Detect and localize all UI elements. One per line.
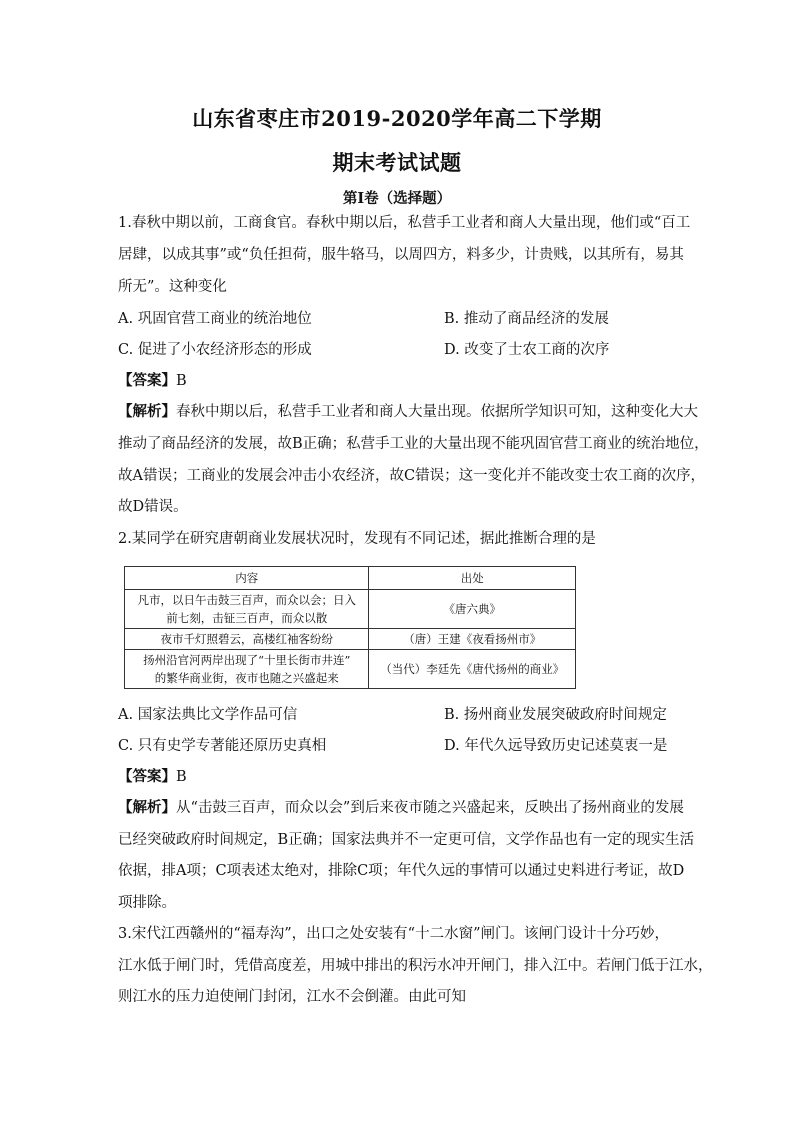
q2-analysis-label: 【解析】	[118, 799, 176, 816]
q2-option-d: D. 年代久远导致历史记述莫衷一是	[444, 738, 668, 754]
q2-analysis-line-1	[118, 798, 684, 818]
table-cell-source: （当代）李廷先《唐代扬州的商业》	[369, 650, 576, 689]
q1-answer-value: B	[176, 373, 187, 389]
q2-option-b: B. 扬州商业发展突破政府时间规定	[444, 707, 667, 723]
q2-answer-label: 【答案】	[118, 768, 176, 785]
table-cell-content	[125, 650, 369, 689]
q1-stem-line-2: 居肆，以成其事”或“负任担荷，服牛辂马，以周四方，料多少，计贵贱，以其所有，易其	[118, 247, 684, 263]
q1-answer	[118, 371, 678, 391]
cell-line: 扬州沿官河两岸出现了“十里长街市井连”	[143, 653, 351, 667]
cell-line: 的繁华商业街，夜市也随之兴盛起来	[154, 671, 339, 685]
q2-option-a: A. 国家法典比文学作品可信	[118, 707, 298, 723]
cell-line: 凡市，以日午击鼓三百声，而众以会；日入	[137, 593, 356, 607]
exam-title: 山东省枣庄市2019-2020学年高二下学期	[192, 106, 602, 131]
exam-subtitle: 期末考试试题	[332, 150, 462, 175]
q1-stem-line-3: 所无”。这种变化	[118, 279, 227, 295]
q1-option-b: B. 推动了商品经济的发展	[444, 311, 609, 327]
section-heading: 第Ⅰ卷（选择题）	[342, 190, 452, 207]
table-row	[125, 629, 576, 650]
q3-stem-line-3: 则江水的压力迫使闸门封闭，江水不会倒灌。由此可知	[118, 989, 466, 1005]
q3-stem-line-1: 3.宋代江西赣州的“福寿沟”，出口之处安装有“十二水窗”闸门。该闸门设计十分巧妙，	[118, 926, 669, 942]
table-header-source: 出处	[369, 567, 576, 590]
q1-analysis-line-2: 推动了商品经济的发展，故B正确；私营手工业的大量出现不能巩固官营工商业的统治地位，	[118, 436, 709, 452]
q2-analysis-line-3: 依据，排A项；C项表述太绝对，排除C项；年代久远的事情可以通过史料进行考证，故D	[118, 863, 685, 879]
table-cell-content	[125, 590, 369, 629]
q2-analysis-line-2: 已经突破政府时间规定，B正确；国家法典并不一定更可信，文学作品也有一定的现实生活	[118, 832, 695, 848]
q1-analysis-text-1: 春秋中期以后，私营手工业者和商人大量出现。依据所学知识可知，这种变化大大	[176, 404, 698, 420]
table-header-row	[125, 567, 576, 590]
q2-analysis-text-1: 从“击鼓三百声，而众以会”到后来夜市随之兴盛起来，反映出了扬州商业的发展	[176, 800, 684, 816]
q1-analysis-line-3: 故A错误；工商业的发展会冲击小农经济，故C错误；这一变化并不能改变士农工商的次序，	[118, 468, 706, 484]
q1-answer-label: 【答案】	[118, 372, 176, 389]
q1-analysis-line-4: 故D错误。	[118, 499, 188, 515]
q1-option-d: D. 改变了士农工商的次序	[444, 342, 610, 358]
q1-analysis-line-1	[118, 402, 698, 422]
q1-option-c: C. 促进了小农经济形态的形成	[118, 342, 312, 358]
q2-option-c: C. 只有史学专著能还原历史真相	[118, 738, 327, 754]
table-cell-source: 《唐六典》	[369, 590, 576, 629]
cell-line: 前七刻，击钲三百声，而众以散	[166, 611, 328, 625]
q2-answer	[118, 767, 678, 787]
q1-stem-line-1: 1.春秋中期以前，工商食官。春秋中期以后，私营手工业者和商人大量出现，他们或“百工	[118, 215, 691, 231]
q2-analysis-line-4: 项排除。	[118, 895, 176, 911]
table-header-content: 内容	[125, 567, 369, 590]
q2-source-table	[124, 566, 576, 689]
q1-option-a: A. 巩固官营工商业的统治地位	[118, 311, 312, 327]
table-row	[125, 650, 576, 689]
table-cell-source: （唐）王建《夜看扬州市》	[369, 629, 576, 650]
q1-analysis-label: 【解析】	[118, 403, 176, 420]
table-row	[125, 590, 576, 629]
q2-stem: 2.某同学在研究唐朝商业发展状况时，发现有不同记述，据此推断合理的是	[118, 531, 596, 547]
table-cell-content: 夜市千灯照碧云，高楼红袖客纷纷	[125, 629, 369, 650]
q3-stem-line-2: 江水低于闸门时，凭借高度差，用城中排出的积污水冲开闸门，排入江中。若闸门低于江水，	[118, 958, 713, 974]
q2-answer-value: B	[176, 769, 187, 785]
